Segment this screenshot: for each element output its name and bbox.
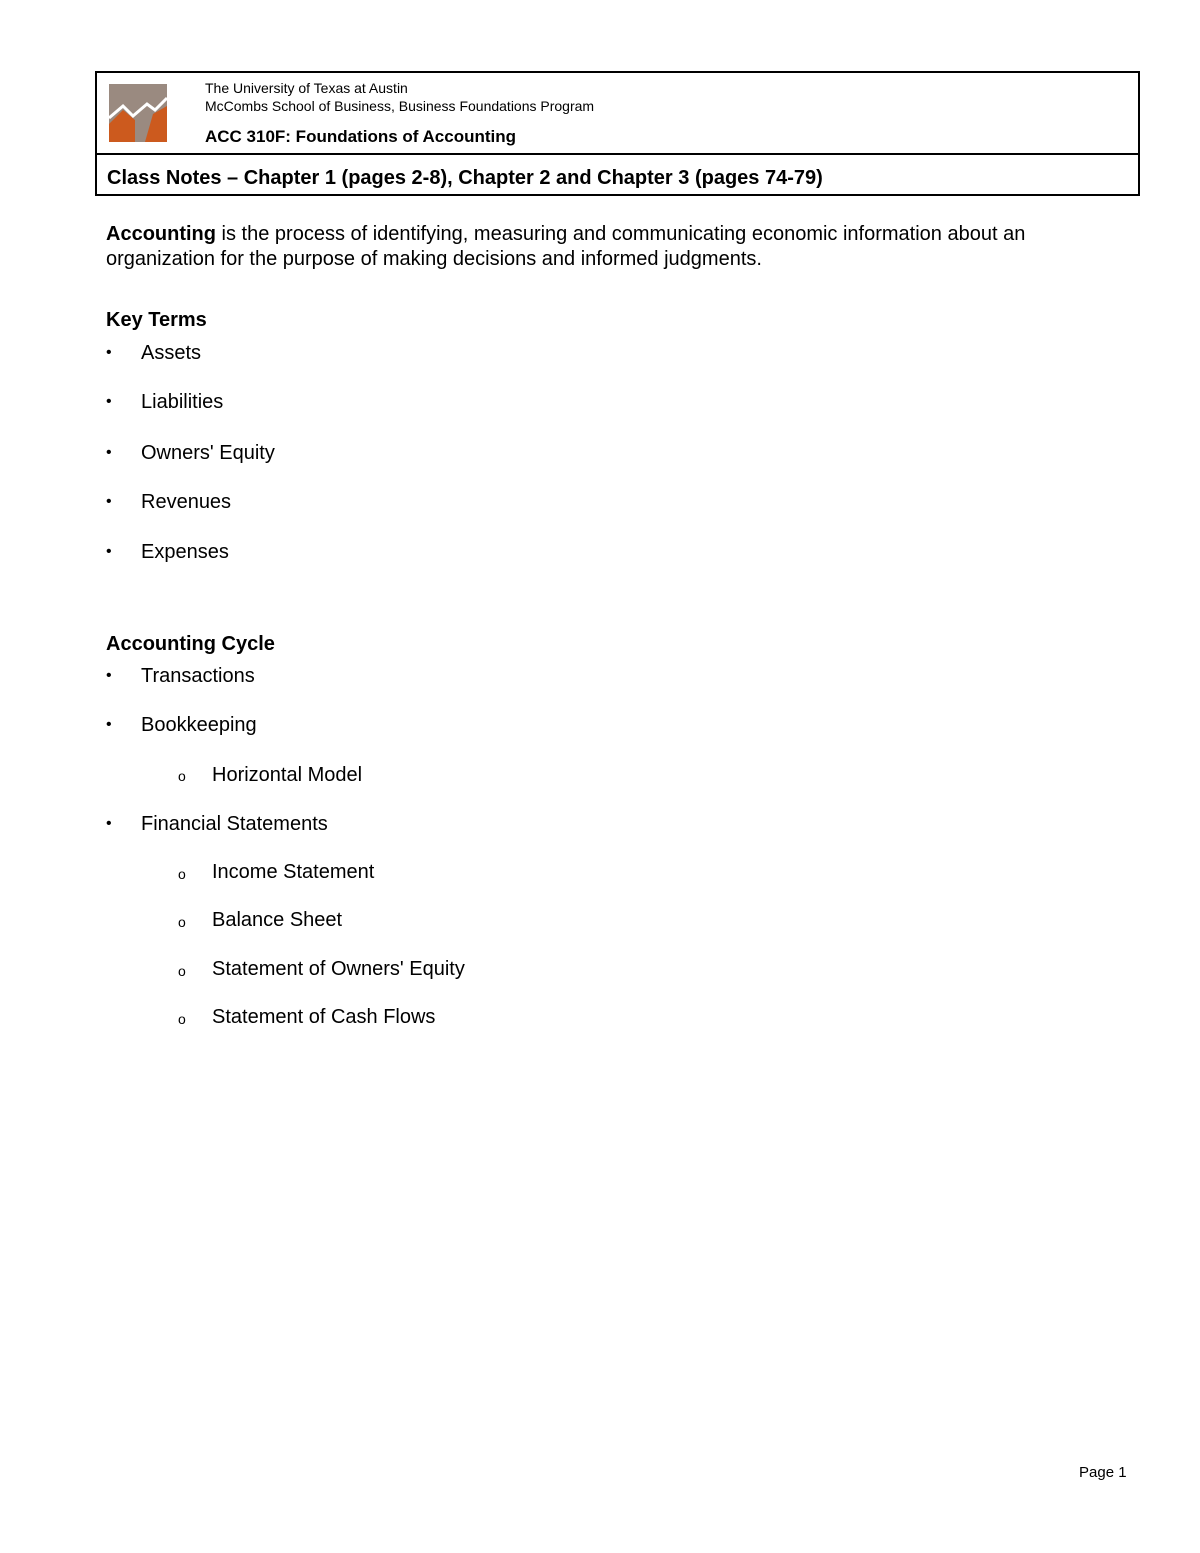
sub-bullet-icon: o xyxy=(178,768,186,784)
cycle-item: Transactions xyxy=(141,665,255,687)
course-title: ACC 310F: Foundations of Accounting xyxy=(205,127,517,146)
bullet-icon: • xyxy=(106,667,112,684)
intro-paragraph xyxy=(106,222,1116,272)
cycle-sub-item: Statement of Owners' Equity xyxy=(212,958,465,980)
intro-definition: is the process of identifying, measuring and communicating economic information about an organization for the purpose of making decisions and informed judgments. xyxy=(106,223,1026,270)
cycle-item: Bookkeeping xyxy=(141,714,257,736)
sub-bullet-icon: o xyxy=(178,914,186,930)
bullet-icon: • xyxy=(106,815,112,832)
sub-bullet-icon: o xyxy=(178,1011,186,1027)
cycle-sub-item: Balance Sheet xyxy=(212,909,343,931)
key-term-item: Assets xyxy=(141,342,202,364)
mccombs-logo-icon xyxy=(109,84,167,142)
key-terms-heading: Key Terms xyxy=(106,309,207,331)
accounting-cycle-heading: Accounting Cycle xyxy=(106,633,275,655)
cycle-sub-item: Statement of Cash Flows xyxy=(212,1006,436,1028)
key-term-item: Liabilities xyxy=(141,391,224,413)
notes-title: Class Notes – Chapter 1 (pages 2-8), Chapter 2 and Chapter 3 (pages 74-79) xyxy=(107,167,823,189)
cycle-item: Financial Statements xyxy=(141,813,328,835)
bullet-icon: • xyxy=(106,543,112,560)
document-header xyxy=(95,71,1140,196)
bullet-icon: • xyxy=(106,493,112,510)
cycle-sub-item: Horizontal Model xyxy=(212,764,363,786)
key-term-item: Revenues xyxy=(141,491,232,513)
sub-bullet-icon: o xyxy=(178,963,186,979)
school-name: McCombs School of Business, Business Foundations Program xyxy=(205,98,595,114)
sub-bullet-icon: o xyxy=(178,866,186,882)
bullet-icon: • xyxy=(106,344,112,361)
bullet-icon: • xyxy=(106,444,112,461)
cycle-sub-item: Income Statement xyxy=(212,861,375,883)
bullet-icon: • xyxy=(106,716,112,733)
bullet-icon: • xyxy=(106,393,112,410)
university-name: The University of Texas at Austin xyxy=(205,80,408,96)
key-term-item: Expenses xyxy=(141,541,229,563)
key-term-item: Owners' Equity xyxy=(141,442,275,464)
intro-term: Accounting xyxy=(106,223,216,245)
page-number: Page 1 xyxy=(1079,1464,1127,1481)
header-banner xyxy=(97,73,1138,155)
